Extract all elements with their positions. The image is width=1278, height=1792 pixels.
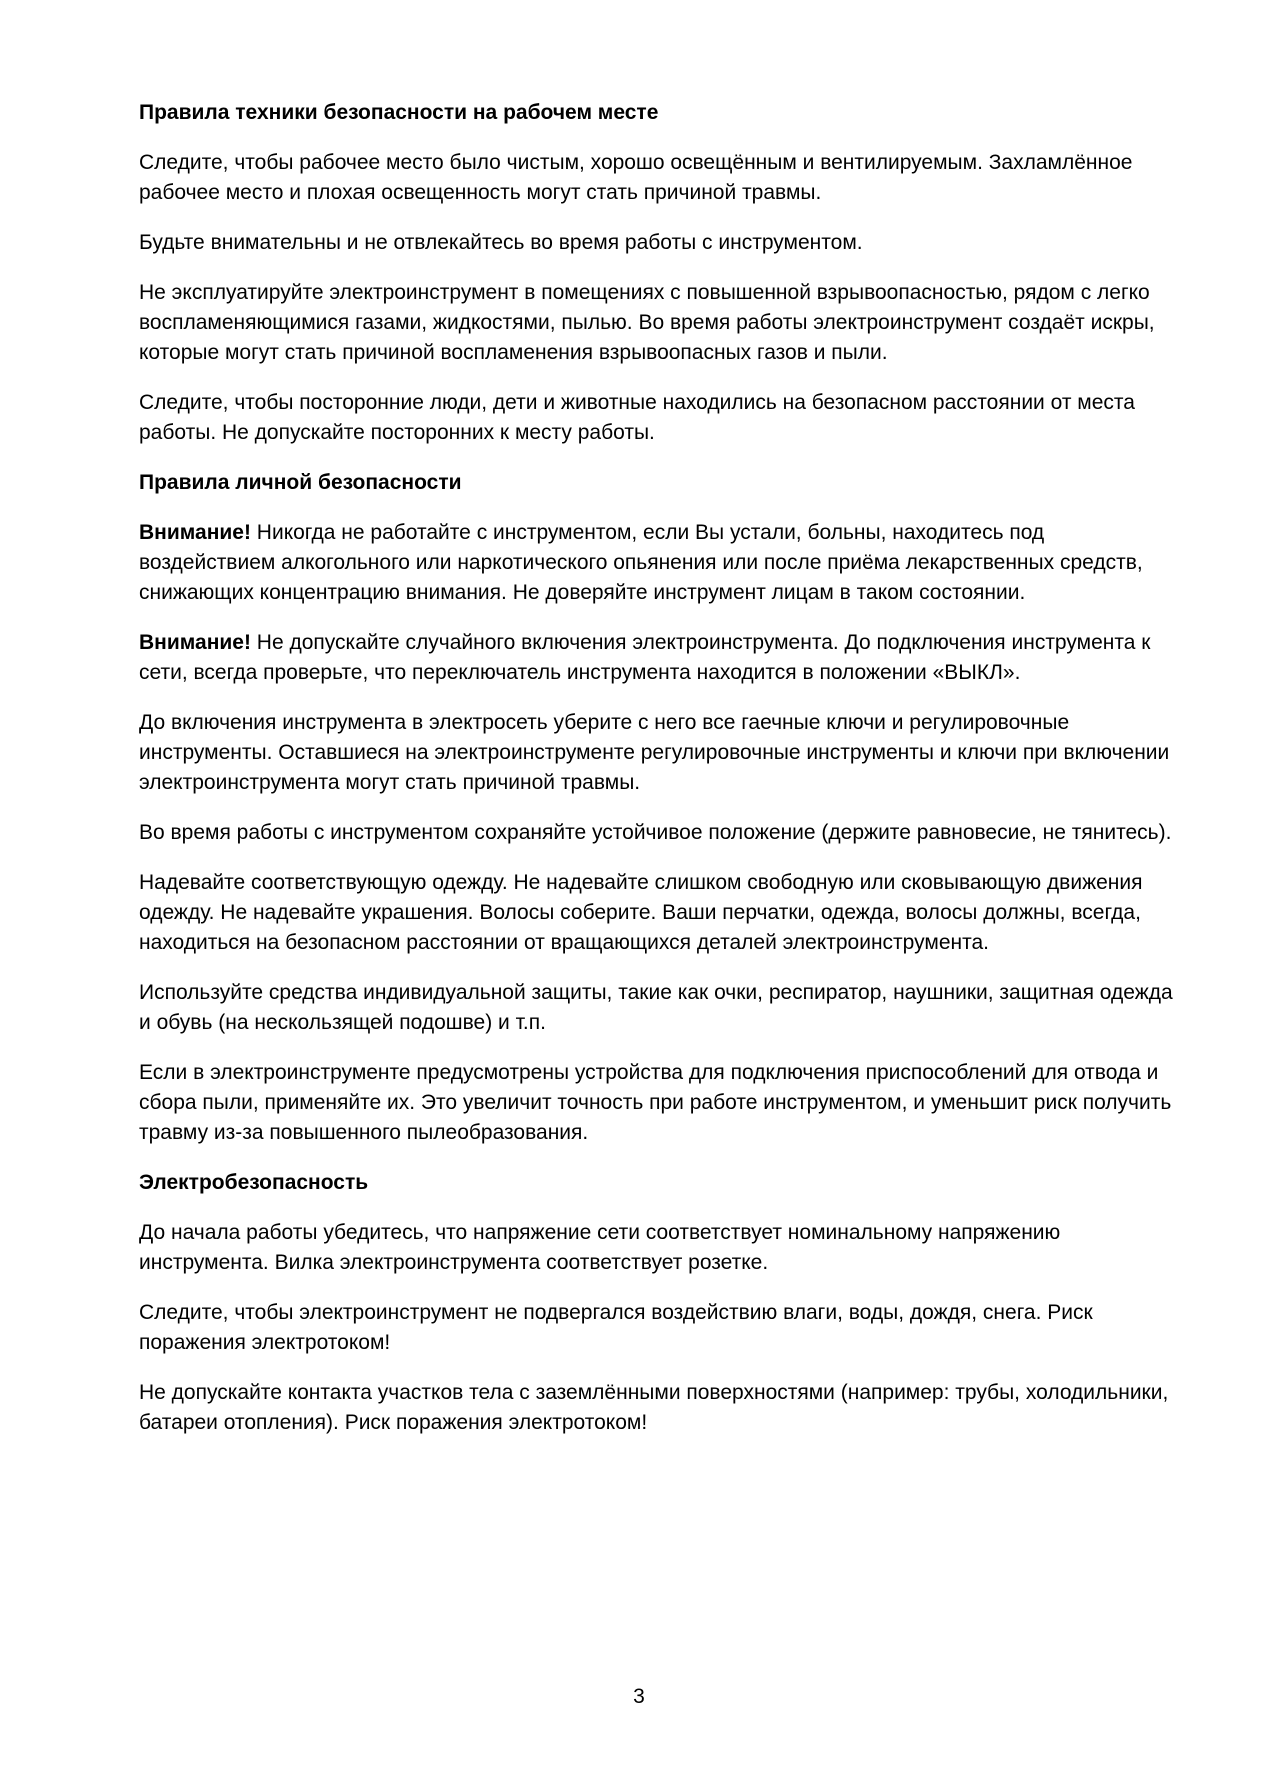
warning-paragraph [139,628,1184,688]
paragraph: Будьте внимательны и не отвлекайтесь во время работы с инструментом. [139,231,863,254]
warning-paragraph [139,518,1184,608]
paragraph: До начала работы убедитесь, что напряжение сети соответствует номинальному напряжению инструмента. Вилка электроинструмента соответствует розетке. [139,1221,1061,1274]
paragraph: Во время работы с инструментом сохраняйте устойчивое положение (держите равновесие, не тянитесь). [139,821,1172,844]
warning-text: Никогда не работайте с инструментом, если Вы устали, больны, находитесь под воздействием алкогольного или наркотического опьянения или после приёма лекарственных средств, снижающих концентрацию внимания. Не доверяйте инструмент лицам в таком состоянии. [139,521,1143,604]
paragraph: Следите, чтобы электроинструмент не подвергался воздействию влаги, воды, дождя, снега. Риск поражения электротоком! [139,1301,1093,1354]
page-number: 3 [633,1685,645,1708]
warning-label: Внимание! [139,521,251,544]
paragraph: Следите, чтобы посторонние люди, дети и животные находились на безопасном расстоянии от места работы. Не допускайте посторонних к месту работы. [139,391,1135,444]
paragraph: Следите, чтобы рабочее место было чистым, хорошо освещённым и вентилируемым. Захламлённое рабочее место и плохая освещенность могут стать причиной травмы. [139,151,1133,204]
paragraph: Используйте средства индивидуальной защиты, такие как очки, респиратор, наушники, защитная одежда и обувь (на нескользящей подошве) и т.п. [139,981,1173,1034]
paragraph: До включения инструмента в электросеть уберите с него все гаечные ключи и регулировочные инструменты. Оставшиеся на электроинструменте регулировочные инструменты и ключи при включении электроинструмента могут стать причиной травмы. [139,711,1170,794]
section-heading-electrical-safety: Электробезопасность [139,1171,369,1194]
section-heading-personal-safety: Правила личной безопасности [139,471,462,494]
section-heading-workplace-safety: Правила техники безопасности на рабочем месте [139,101,659,124]
paragraph: Не допускайте контакта участков тела с заземлёнными поверхностями (например: трубы, холодильники, батареи отопления). Риск поражения электротоком! [139,1381,1169,1434]
document-page [139,98,1184,1458]
paragraph: Не эксплуатируйте электроинструмент в помещениях с повышенной взрывоопасностью, рядом с легко воспламеняющимися газами, жидкостями, пылью. Во время работы электроинструмент создаёт искры, которые могут стать причиной воспламенения взрывоопасных газов и пыли. [139,281,1155,364]
paragraph: Если в электроинструменте предусмотрены устройства для подключения приспособлений для отвода и сбора пыли, применяйте их. Это увеличит точность при работе инструментом, и уменьшит риск получить травму из-за повышенного пылеобразования. [139,1061,1172,1144]
paragraph: Надевайте соответствующую одежду. Не надевайте слишком свободную или сковывающую движения одежду. Не надевайте украшения. Волосы соберите. Ваши перчатки, одежда, волосы должны, всегда, находиться на безопасном расстоянии от вращающихся деталей электроинструмента. [139,871,1143,954]
warning-text: Не допускайте случайного включения электроинструмента. До подключения инструмента к сети, всегда проверьте, что переключатель инструмента находится в положении «ВЫКЛ». [139,631,1151,684]
warning-label: Внимание! [139,631,251,654]
